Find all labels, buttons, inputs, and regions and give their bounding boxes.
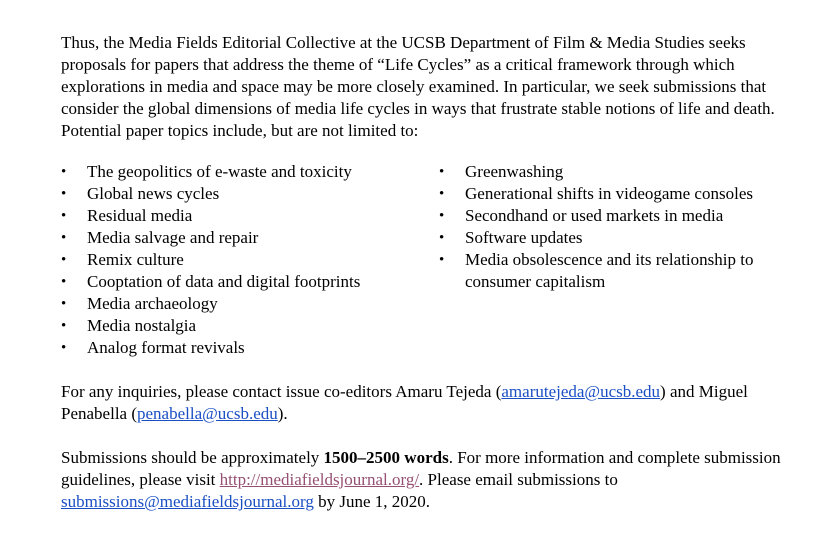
bullet-icon: • (61, 274, 67, 290)
topic-text: Media archaeology (87, 294, 218, 313)
bullet-icon: • (61, 164, 67, 180)
list-item (61, 293, 439, 315)
call-for-papers (61, 32, 801, 513)
bullet-icon: • (439, 164, 445, 180)
list-item (439, 183, 779, 205)
submission-text-middle: . For more information and complete submission guidelines, please visit (61, 448, 781, 489)
list-item (439, 161, 779, 183)
list-item (61, 315, 439, 337)
bullet-icon: • (61, 340, 67, 356)
topics-list-left (61, 161, 439, 359)
list-item (61, 227, 439, 249)
bullet-icon: • (61, 318, 67, 334)
topics-list-right (439, 161, 779, 359)
bullet-icon: • (61, 252, 67, 268)
topics-lists (61, 161, 801, 359)
submission-text-before: Submissions should be approximately (61, 448, 324, 467)
list-item (61, 249, 439, 271)
list-item (61, 183, 439, 205)
submissions-email-link[interactable]: submissions@mediafieldsjournal.org (61, 492, 314, 511)
topic-text: Global news cycles (87, 184, 220, 203)
list-item (61, 271, 439, 293)
submission-text-after: by June 1, 2020. (313, 492, 431, 511)
topic-text: Software updates (465, 228, 583, 247)
topic-text: Residual media (87, 206, 193, 225)
journal-website-link[interactable]: http://mediafieldsjournal.org/ (219, 470, 420, 489)
contact-text-middle: ) and Miguel Penabella ( (61, 382, 748, 423)
topic-text: Remix culture (87, 250, 184, 269)
intro-paragraph: Thus, the Media Fields Editorial Collective at the UCSB Department of Film & Media Studies seeks proposals for papers that address the theme of “Life Cycles” as a critical framework through which explorations in media and space may be more closely examined. In particular, we seek submissions that consider the global dimensions of media life cycles in ways that frustrate stable notions of life and death. Potential paper topics include, but are not limited to: (61, 33, 775, 140)
word-count: 1500–2500 words (323, 448, 449, 467)
bullet-icon: • (439, 230, 445, 246)
topic-text: Media nostalgia (87, 316, 197, 335)
topic-text: Greenwashing (465, 162, 564, 181)
list-item (439, 249, 779, 293)
list-item (61, 337, 439, 359)
bullet-icon: • (439, 186, 445, 202)
bullet-icon: • (439, 252, 445, 268)
topic-text: Cooptation of data and digital footprints (87, 272, 361, 291)
submission-paragraph (61, 447, 801, 513)
bullet-icon: • (61, 208, 67, 224)
bullet-icon: • (61, 230, 67, 246)
topic-text: The geopolitics of e-waste and toxicity (87, 162, 352, 181)
list-item (61, 161, 439, 183)
list-item (439, 227, 779, 249)
contact-text-before: For any inquiries, please contact issue co-editors Amaru Tejeda ( (61, 382, 502, 401)
topic-text: Generational shifts in videogame consoles (465, 184, 753, 203)
contact-text-after: ). (277, 404, 288, 423)
topic-text: Secondhand or used markets in media (465, 206, 724, 225)
bullet-icon: • (439, 208, 445, 224)
email-link-amaru[interactable]: amarutejeda@ucsb.edu (501, 382, 661, 401)
list-item (439, 205, 779, 227)
email-link-miguel[interactable]: penabella@ucsb.edu (137, 404, 278, 423)
submission-text-middle2: . Please email submissions to (419, 470, 618, 489)
topic-text: Analog format revivals (87, 338, 245, 357)
bullet-icon: • (61, 186, 67, 202)
topic-text: Media salvage and repair (87, 228, 259, 247)
bullet-icon: • (61, 296, 67, 312)
list-item (61, 205, 439, 227)
contact-paragraph (61, 381, 801, 425)
topic-text: Media obsolescence and its relationship to consumer capitalism (465, 250, 754, 291)
